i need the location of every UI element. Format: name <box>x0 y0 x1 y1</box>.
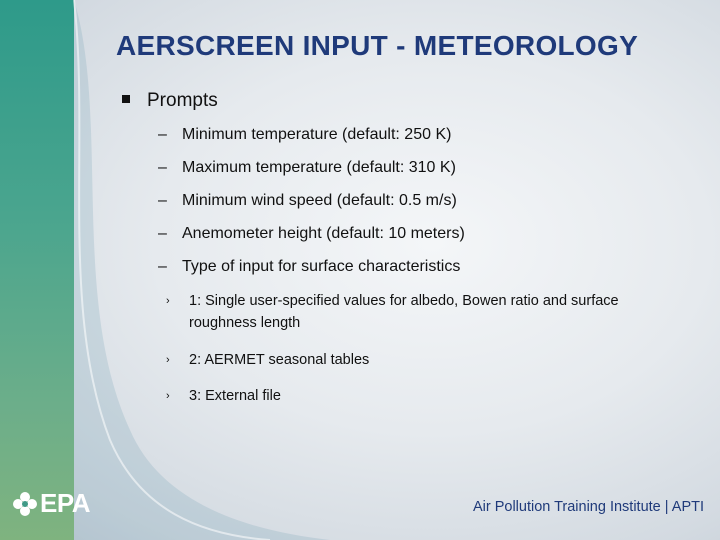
list-item-text: Type of input for surface characteristics <box>182 258 461 275</box>
dash-icon: – <box>158 159 167 176</box>
list-item-text: Anemometer height (default: 10 meters) <box>182 225 465 242</box>
logo-text: EPA <box>40 488 91 518</box>
dash-icon: – <box>158 192 167 209</box>
epa-logo <box>12 488 90 519</box>
square-bullet-icon <box>122 95 130 103</box>
institute-footer: Air Pollution Training Institute | APTI <box>472 499 704 515</box>
list-item <box>158 225 682 243</box>
sub-list-item-text: 1: Single user-specified values for albedo, Bowen ratio and surface roughness length <box>189 293 619 331</box>
epa-flower-icon <box>12 491 38 517</box>
sub-list-item <box>166 291 682 335</box>
list-item <box>158 159 682 177</box>
list-item-text: Minimum temperature (default: 250 K) <box>182 126 452 143</box>
page-title: AERSCREEN INPUT - METEOROLOGY <box>116 30 639 61</box>
bullet-label: Prompts <box>147 90 218 111</box>
list-item <box>158 258 682 276</box>
slide-content <box>122 90 682 423</box>
dash-icon: – <box>158 225 167 242</box>
sidebar-band <box>0 0 74 540</box>
chevron-right-icon: › <box>166 353 170 366</box>
sub-list-item-text: 2: AERMET seasonal tables <box>189 351 370 368</box>
bullet-prompts <box>122 90 682 112</box>
list-item <box>158 126 682 144</box>
list-item-text: Minimum wind speed (default: 0.5 m/s) <box>182 192 457 209</box>
sub-list-item-text: 3: External file <box>189 388 281 405</box>
list-item <box>158 192 682 210</box>
chevron-right-icon: › <box>166 295 170 307</box>
dash-icon: – <box>158 126 167 143</box>
sub-list-item <box>166 350 682 372</box>
list-item-text: Maximum temperature (default: 310 K) <box>182 159 456 176</box>
dash-icon: – <box>158 258 167 275</box>
chevron-right-icon: › <box>166 390 170 403</box>
sub-list-item <box>166 386 682 408</box>
